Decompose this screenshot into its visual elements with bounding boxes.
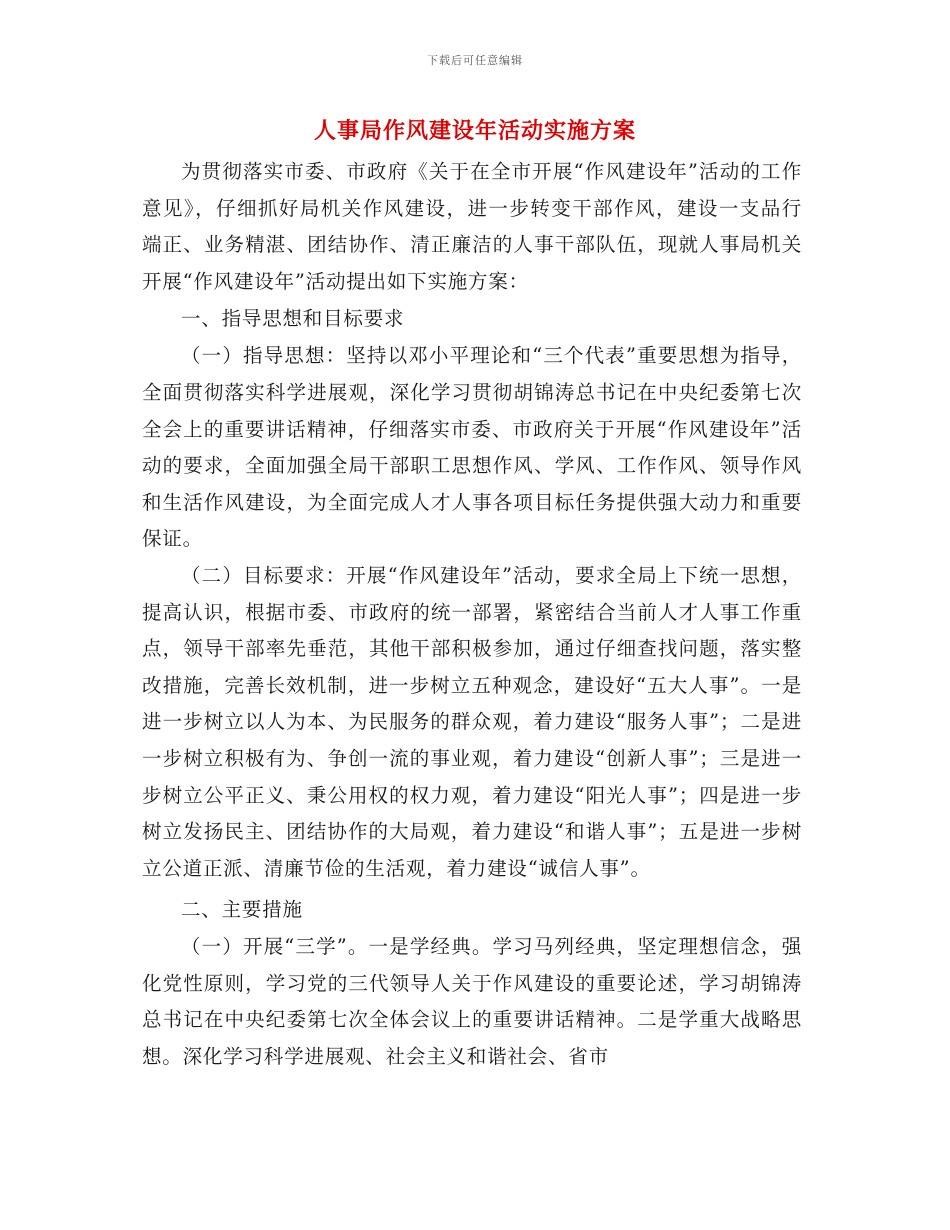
target-requirements-paragraph: （二）目标要求：开展“作风建设年”活动，要求全局上下统一思想，提高认识，根据市委、市政府的统一部署，紧密结合当前人才人事工作重点，领导干部率先垂范，其他干部积极参加，通过仔细查找问题，落实整改措施，完善长效机制，进一步树立五种观念，建设好“五大人事”。一是进一步树立以人为本、为民服务的群众观，着力建设“服务人事”；二是进一步树立积极有为、争创一流的事业观，着力建设“创新人事”；三是进一步树立公平正义、秉公用权的权力观，着力建设“阳光人事”；四是进一步树立发扬民主、团结协作的大局观，着力建设“和谐人事”；五是进一步树立公道正派、清廉节俭的生活观，着力建设“诚信人事”。 xyxy=(142,563,802,880)
guiding-ideology-paragraph: （一）指导思想：坚持以邓小平理论和“三个代表”重要思想为指导，全面贯彻落实科学进展观，深化学习贯彻胡锦涛总书记在中央纪委第七次全会上的重要讲话精神，仔细落实市委、市政府关于开展“作风建设年”活动的要求，全面加强全局干部职工思想作风、学风、工作作风、领导作风和生活作风建设，为全面完成人才人事各项目标任务提供强大动力和重要保证。 xyxy=(142,344,802,551)
document-body xyxy=(142,154,802,1076)
section-heading-guiding-ideology: 一、指导思想和目标要求 xyxy=(181,307,405,331)
document-title: 人事局作风建设年活动实施方案 xyxy=(313,119,636,144)
intro-paragraph: 为贯彻落实市委、市政府《关于在全市开展“作风建设年”活动的工作意见》，仔细抓好局机关作风建设，进一步转变干部作风，建设一支品行端正、业务精湛、团结协作、清正廉洁的人事干部队伍，现就人事局机关开展“作风建设年”活动提出如下实施方案： xyxy=(142,160,802,293)
page-header-note: 下载后可任意编辑 xyxy=(427,54,523,67)
section-heading-main-measures: 二、主要措施 xyxy=(181,898,303,922)
three-studies-paragraph: （一）开展“三学”。一是学经典。学习马列经典，坚定理想信念，强化党性原则，学习党的三代领导人关于作风建设的重要论述，学习胡锦涛总书记在中央纪委第七次全体会议上的重要讲话精神。二是学重大战略思想。深化学习科学进展观、社会主义和谐社会、省市 xyxy=(142,935,802,1069)
